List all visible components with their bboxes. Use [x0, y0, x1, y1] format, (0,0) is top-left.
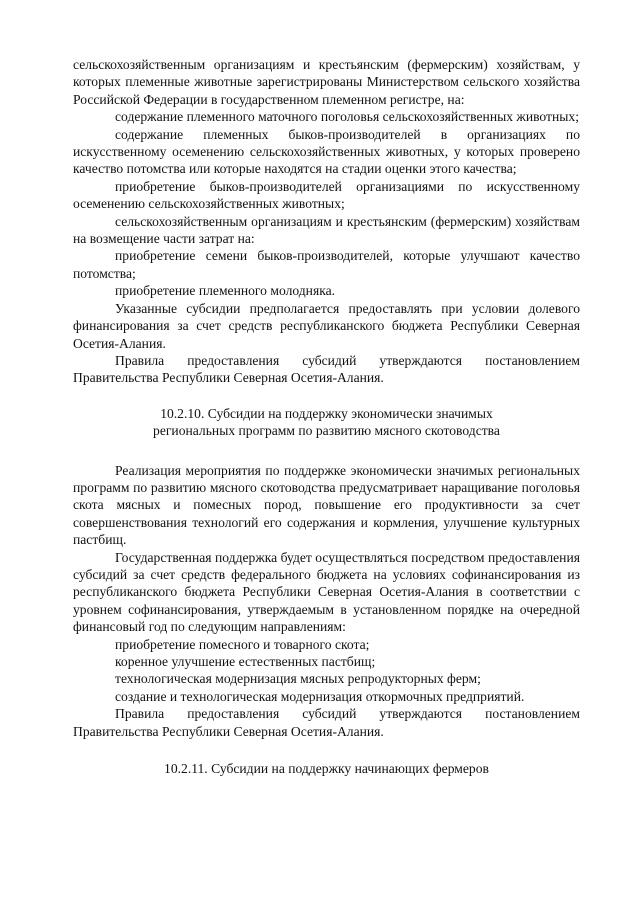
list-item: содержание племенного маточного поголовья сельскохозяйственных животных;	[115, 109, 579, 125]
section-heading-line: 10.2.10. Субсидии на поддержку экономически значимых	[160, 405, 493, 421]
document-page	[73, 56, 580, 777]
paragraph: Правила предоставления субсидий утверждаются постановлением Правительства Республики Северная Осетия-Алания.	[73, 706, 580, 739]
list-item: технологическая модернизация мясных репродукторных ферм;	[115, 671, 481, 687]
paragraph: Правила предоставления субсидий утверждаются постановлением Правительства Республики Северная Осетия-Алания.	[73, 352, 580, 386]
section-heading-line: региональных программ по развитию мясного скотоводства	[153, 423, 500, 439]
list-item: приобретение семени быков-производителей, которые улучшают качество потомства;	[73, 248, 580, 281]
section-heading: 10.2.11. Субсидии на поддержку начинающих фермеров	[164, 761, 489, 777]
paragraph: Указанные субсидии предполагается предоставлять при условии долевого финансирования за счет средств республиканского бюджета Республики Северная Осетия-Алания.	[73, 300, 580, 351]
paragraph: сельскохозяйственным организациям и крестьянским (фермерским) хозяйствам, у которых племенные животные зарегистрированы Министерством сельского хозяйства Российской Федерации в государственном племенном регистре, на:	[73, 57, 580, 107]
list-item: приобретение племенного молодняка.	[115, 283, 336, 299]
list-item: создание и технологическая модернизация откормочных предприятий.	[115, 688, 525, 704]
paragraph: Реализация мероприятия по поддержке экономически значимых региональных программ по развитию мясного скотоводства предусматривает наращивание поголовья скота мясных и помесных пород, повышение его продуктивности за счет совершенствования технологий его содержания и кормления, улучшение культурных пастбищ.	[73, 462, 580, 548]
section-heading	[73, 405, 580, 440]
list-item: приобретение быков-производителей организациями по искусственному осеменению сельскохозяйственных животных;	[73, 178, 580, 212]
paragraph: Государственная поддержка будет осуществляться посредством предоставления субсидий за счет средств федерального бюджета на условиях софинансирования из республиканского бюджета Республики Северная Осетия-Алания в соответствии с уровнем софинансирования, утверждаемым в установленном порядке на очередной финансовый год по следующим направлениям:	[73, 549, 580, 635]
list-item: сельскохозяйственным организациям и крестьянским (фермерским) хозяйствам на возмещение части затрат на:	[73, 213, 580, 247]
list-item: приобретение помесного и товарного скота;	[115, 636, 370, 652]
list-item: содержание племенных быков-производителей в организациях по искусственному осеменению сельскохозяйственных животных, у которых проверено качество потомства или которые находятся на стадии оценки этого качества;	[73, 126, 580, 177]
list-item: коренное улучшение естественных пастбищ;	[115, 654, 376, 669]
